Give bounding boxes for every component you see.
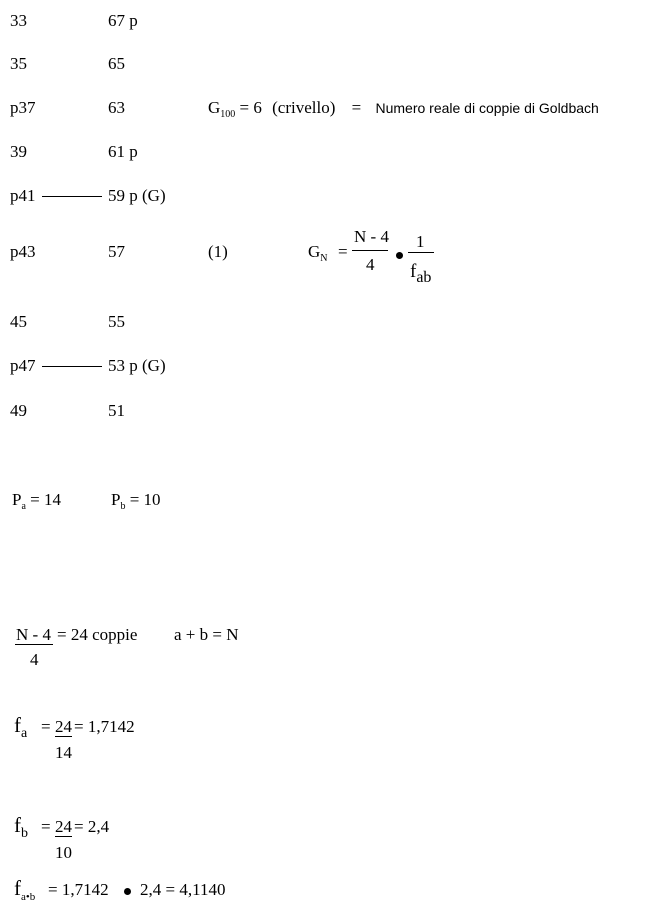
pb-value: = 10 (129, 490, 161, 509)
pair-connector-line (42, 366, 102, 367)
fraction-bar (352, 250, 388, 251)
pb-count (111, 490, 161, 512)
fraction-bar (15, 644, 53, 645)
pairs-result: = 24 coppie (57, 625, 138, 644)
fb-result: = 2,4 (74, 817, 110, 836)
fb-denominator: 10 (55, 843, 72, 862)
g100-symbol: G (208, 98, 221, 117)
pairs-denominator: 4 (30, 650, 39, 669)
gn-subscript: N (320, 253, 328, 264)
g100-method: (crivello) (272, 98, 336, 117)
row-left: p37 (10, 98, 36, 117)
fab-symbol (14, 876, 36, 903)
fraction-bar (408, 252, 434, 253)
row-right: 55 (108, 312, 125, 331)
g100-subscript: 100 (220, 109, 236, 120)
bullet-dot-icon (393, 245, 406, 262)
fb-symbol (14, 813, 28, 841)
gn-letter: G (308, 242, 321, 261)
g100-statement (208, 98, 599, 120)
gn-numerator-2: 1 (416, 232, 425, 251)
pa-value: = 14 (30, 490, 62, 509)
fab-equals: = 1,7142 (48, 880, 109, 899)
g100-value: = 6 (239, 98, 262, 117)
f-subscript: ab (416, 269, 432, 286)
row-right: 57 (108, 242, 125, 261)
fab-result: 2,4 = 4,1140 (140, 880, 226, 899)
fb-subscript: b (21, 826, 28, 841)
gn-denominator-2 (410, 261, 432, 286)
fb-equals: = (41, 817, 51, 836)
gn-denominator: 4 (366, 255, 375, 274)
fab-subscript: a•b (21, 891, 36, 903)
pb-letter: P (111, 490, 121, 509)
fa-subscript: a (21, 726, 28, 741)
pa-letter: P (12, 490, 22, 509)
fa-result: = 1,7142 (74, 717, 135, 736)
row-left: 45 (10, 312, 27, 331)
row-left: 35 (10, 54, 27, 73)
fb-letter: f (14, 813, 21, 837)
gn-equals: = (338, 242, 348, 261)
pairs-relation: a + b = N (174, 625, 239, 644)
row-left: 39 (10, 142, 27, 161)
row-left: p41 (10, 186, 36, 205)
fb-numerator: 24 (55, 817, 72, 836)
pa-count (12, 490, 62, 512)
pair-connector-line (42, 196, 102, 197)
f-letter: f (410, 261, 417, 282)
row-left: 33 (10, 11, 27, 30)
row-right: 59 p (G) (108, 186, 166, 205)
row-right: 65 (108, 54, 125, 73)
g100-equals: = (351, 98, 362, 117)
row-right: 61 p (108, 142, 138, 161)
row-left: 49 (10, 401, 27, 420)
fab-letter: f (14, 876, 21, 900)
row-left: p43 (10, 242, 36, 261)
bullet-dot-icon (121, 881, 134, 898)
gn-symbol (308, 242, 328, 264)
fa-symbol (14, 713, 28, 741)
row-right: 51 (108, 401, 125, 420)
row-right: 63 (108, 98, 125, 117)
gn-numerator: N - 4 (354, 227, 389, 246)
g100-description: Numero reale di coppie di Goldbach (375, 100, 599, 116)
row-right: 53 p (G) (108, 356, 166, 375)
fa-equals: = (41, 717, 51, 736)
pb-subscript: b (120, 501, 126, 512)
fa-numerator: 24 (55, 717, 72, 736)
pairs-numerator: N - 4 (16, 625, 51, 644)
formula-label: (1) (208, 242, 228, 261)
pa-subscript: a (21, 501, 26, 512)
row-right: 67 p (108, 11, 138, 30)
fa-letter: f (14, 713, 21, 737)
row-left: p47 (10, 356, 36, 375)
fa-denominator: 14 (55, 743, 72, 762)
